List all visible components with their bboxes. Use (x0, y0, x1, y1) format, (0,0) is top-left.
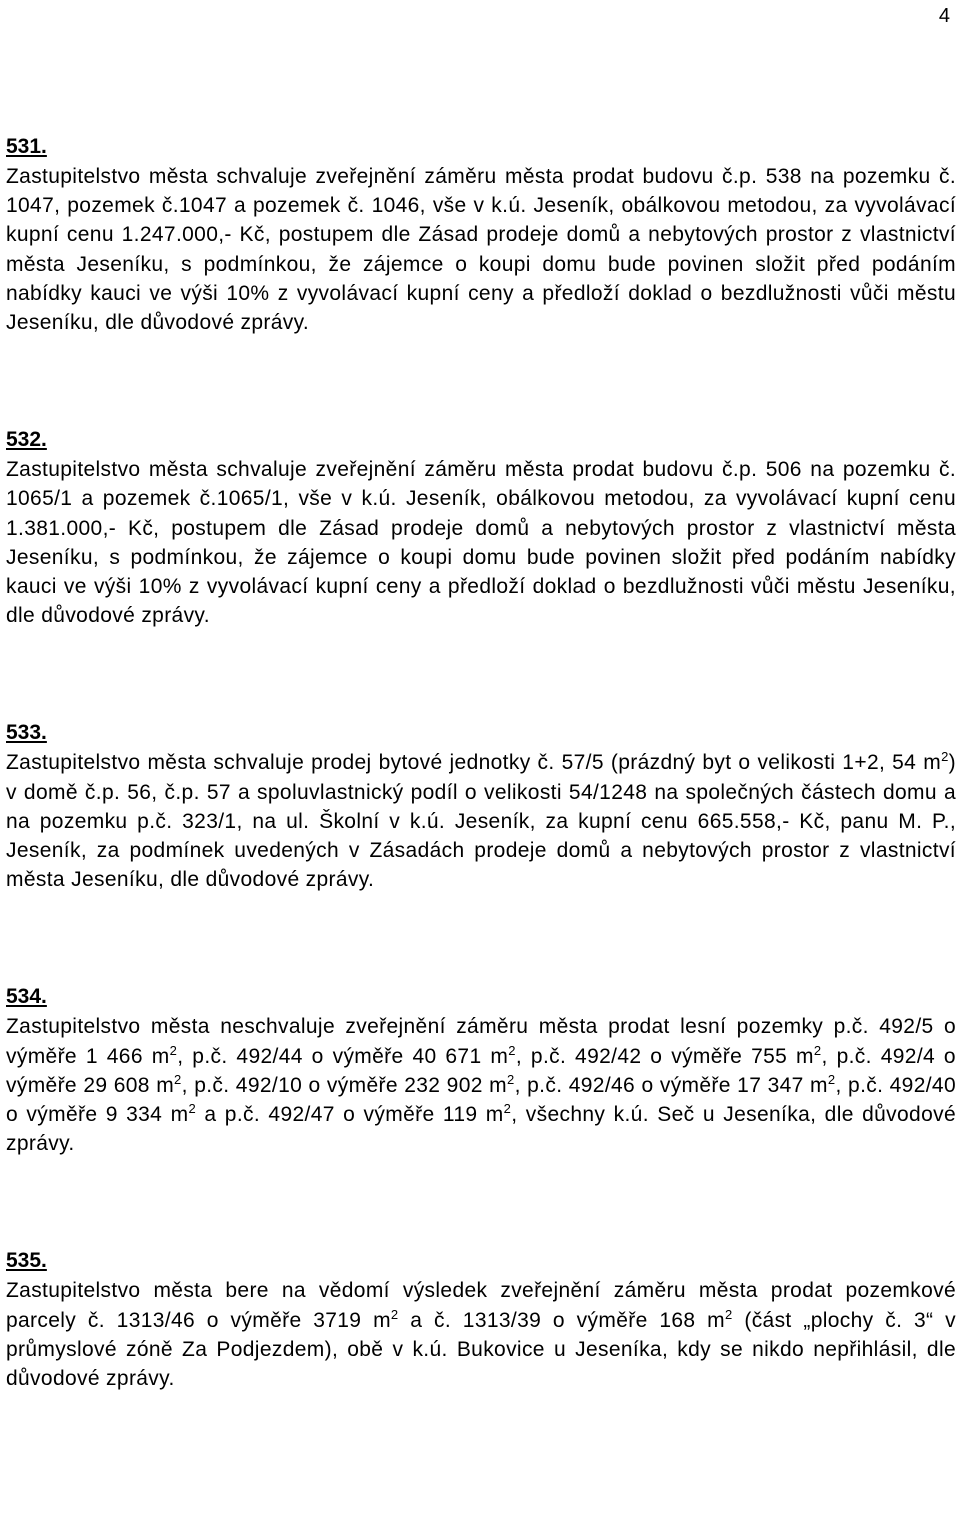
resolution-text (6, 748, 956, 894)
resolution-number: 533. (6, 721, 47, 745)
text-segment: Zastupitelstvo města schvaluje prodej bytové jednotky č. 57/5 (prázdný byt o velikosti 1+2, 54 m (6, 751, 942, 775)
superscript: 2 (169, 1042, 178, 1058)
superscript: 2 (174, 1071, 182, 1087)
resolution-text: Zastupitelstvo města schvaluje zveřejnění záměru města prodat budovu č.p. 538 na pozemku č. 1047, pozemek č.1047 a pozemek č. 1046, vše v k.ú. Jeseník, obálkovou metodou, za vyvolávací kupní cenu 1.247.000,- Kč, postupem dle Zásad prodeje domů a nebytových prostor z vlastnictví města Jeseníku, s podmínkou, že zájemce o koupi domu bude povinen složit před podáním nabídky kauci ve výši 10% z vyvolávací kupní ceny a předloží doklad o bezdlužnosti vůči městu Jeseníku, dle důvodové zprávy. (6, 165, 956, 335)
text-segment: , p.č. 492/46 o výměře 17 347 m (514, 1073, 828, 1097)
document-body (6, 132, 956, 1393)
resolution-531 (6, 132, 956, 337)
text-segment: , p.č. 492/44 o výměře 40 671 m (177, 1044, 509, 1068)
superscript: 2 (188, 1101, 197, 1117)
resolution-number: 535. (6, 1249, 47, 1273)
superscript: 2 (813, 1042, 822, 1058)
text-segment: , všechny k.ú. Seč u Jeseníka, dle důvodové zprávy. (6, 1103, 956, 1156)
resolution-text: Zastupitelstvo města schvaluje zveřejnění záměru města prodat budovu č.p. 506 na pozemku č. 1065/1 a pozemek č.1065/1, vše v k.ú. Jeseník, obálkovou metodou, za vyvolávací kupní cenu 1.381.000,- Kč, postupem dle Zásad prodeje domů a nebytových prostor z vlastnictví města Jeseníku, s podmínkou, že zájemce o koupi domu bude povinen složit před podáním nabídky kauci ve výši 10% z vyvolávací kupní ceny a předloží doklad o bezdlužnosti vůči městu Jeseníku, dle důvodové zprávy. (6, 458, 956, 628)
superscript: 2 (390, 1306, 399, 1322)
resolution-number: 531. (6, 135, 47, 158)
resolution-534 (6, 982, 956, 1158)
superscript: 2 (503, 1101, 512, 1117)
resolution-533 (6, 718, 956, 894)
superscript: 2 (941, 749, 949, 765)
text-segment: , p.č. 492/10 o výměře 232 902 m (181, 1073, 507, 1097)
text-segment: a č. 1313/39 o výměře 168 m (398, 1308, 726, 1332)
text-segment: ) v domě č.p. 56, č.p. 57 a spoluvlastnický podíl o velikosti 54/1248 na společných částech domu a na pozemku p.č. 323/1, na ul. Školní v k.ú. Jeseník, za kupní cenu 665.558,- Kč, panu M. P., Jeseník, za podmínek uvedených v Zásadách prodeje domů a nebytových prostor z vlastnictví města Jeseníku, dle důvodové zprávy. (6, 751, 956, 892)
superscript: 2 (725, 1306, 733, 1322)
superscript: 2 (506, 1071, 515, 1087)
page-number: 4 (938, 5, 950, 27)
text-segment: Zastupitelstvo města bere na vědomí výsledek zveřejnění záměru města prodat pozemkové parcely č. 1313/46 o výměře 3719 m (6, 1279, 956, 1332)
text-segment: , p.č. 492/4 o výměře 29 608 m (6, 1044, 956, 1097)
text-segment: , p.č. 492/40 o výměře 9 334 m (6, 1073, 956, 1127)
resolution-text (6, 1012, 956, 1158)
resolution-532 (6, 425, 956, 630)
text-segment: , p.č. 492/42 o výměře 755 m (515, 1044, 814, 1068)
text-segment: a p.č. 492/47 o výměře 119 m (196, 1103, 504, 1127)
resolution-535 (6, 1246, 956, 1393)
superscript: 2 (508, 1042, 516, 1058)
superscript: 2 (827, 1071, 836, 1087)
text-segment: (část „plochy č. 3“ v průmyslové zóně Za Podjezdem), obě v k.ú. Bukovice u Jeseníka, kdy se nikdo nepřihlásil, dle důvodové zprávy. (6, 1308, 956, 1391)
resolution-number: 532. (6, 428, 47, 452)
resolution-number: 534. (6, 985, 47, 1009)
resolution-text (6, 1276, 956, 1393)
text-segment: Zastupitelstvo města neschvaluje zveřejnění záměru města prodat lesní pozemky p.č. 492/5 o výměře 1 466 m (6, 1015, 956, 1068)
